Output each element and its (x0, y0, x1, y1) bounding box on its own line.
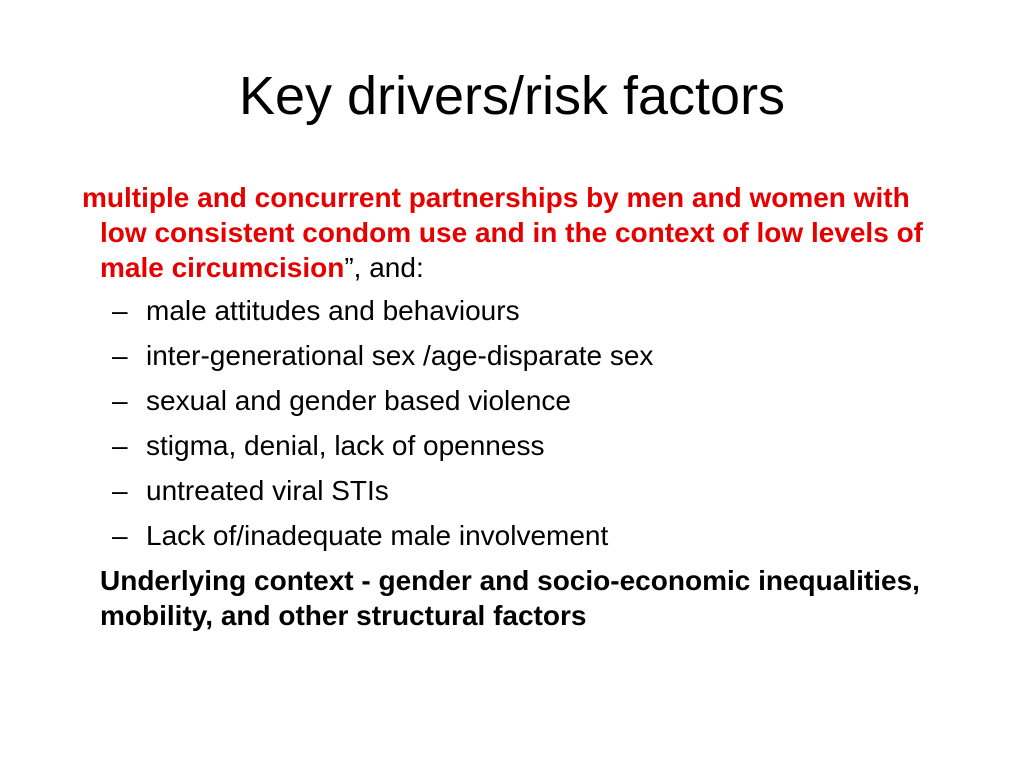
underlying-context-text: Underlying context - gender and socio-economic inequalities, mobility, and other structural factors (100, 565, 920, 631)
sub-bullet-text: Lack of/inadequate male involvement (146, 520, 609, 551)
sub-bullet-item (112, 518, 962, 563)
dash-bullet-icon: – (112, 385, 128, 416)
sub-bullet-text: sexual and gender based violence (146, 385, 571, 416)
sub-bullet-text: inter-generational sex /age-disparate sex (146, 340, 654, 371)
sub-bullet-item (112, 383, 962, 428)
sub-bullet-list (82, 293, 962, 563)
lead-tail-text: ”, and: (344, 252, 424, 283)
dash-bullet-icon: – (112, 295, 128, 326)
lead-paragraph (82, 180, 962, 285)
dash-bullet-icon: – (112, 340, 128, 371)
dash-bullet-icon: – (112, 475, 128, 506)
dash-bullet-icon: – (112, 430, 128, 461)
sub-bullet-item (112, 428, 962, 473)
slide-title: Key drivers/risk factors (238, 66, 786, 126)
sub-bullet-item (112, 338, 962, 383)
sub-bullet-item (112, 473, 962, 518)
sub-bullet-text: male attitudes and behaviours (146, 295, 520, 326)
dash-bullet-icon: – (112, 520, 128, 551)
sub-bullet-item (112, 293, 962, 338)
slide-body (82, 180, 962, 633)
sub-bullet-text: stigma, denial, lack of openness (146, 430, 545, 461)
lead-highlight-text: multiple and concurrent partnerships by men and women with low consistent condom use and in the context of low levels of male circumcision (82, 182, 923, 283)
sub-bullet-text: untreated viral STIs (146, 475, 389, 506)
